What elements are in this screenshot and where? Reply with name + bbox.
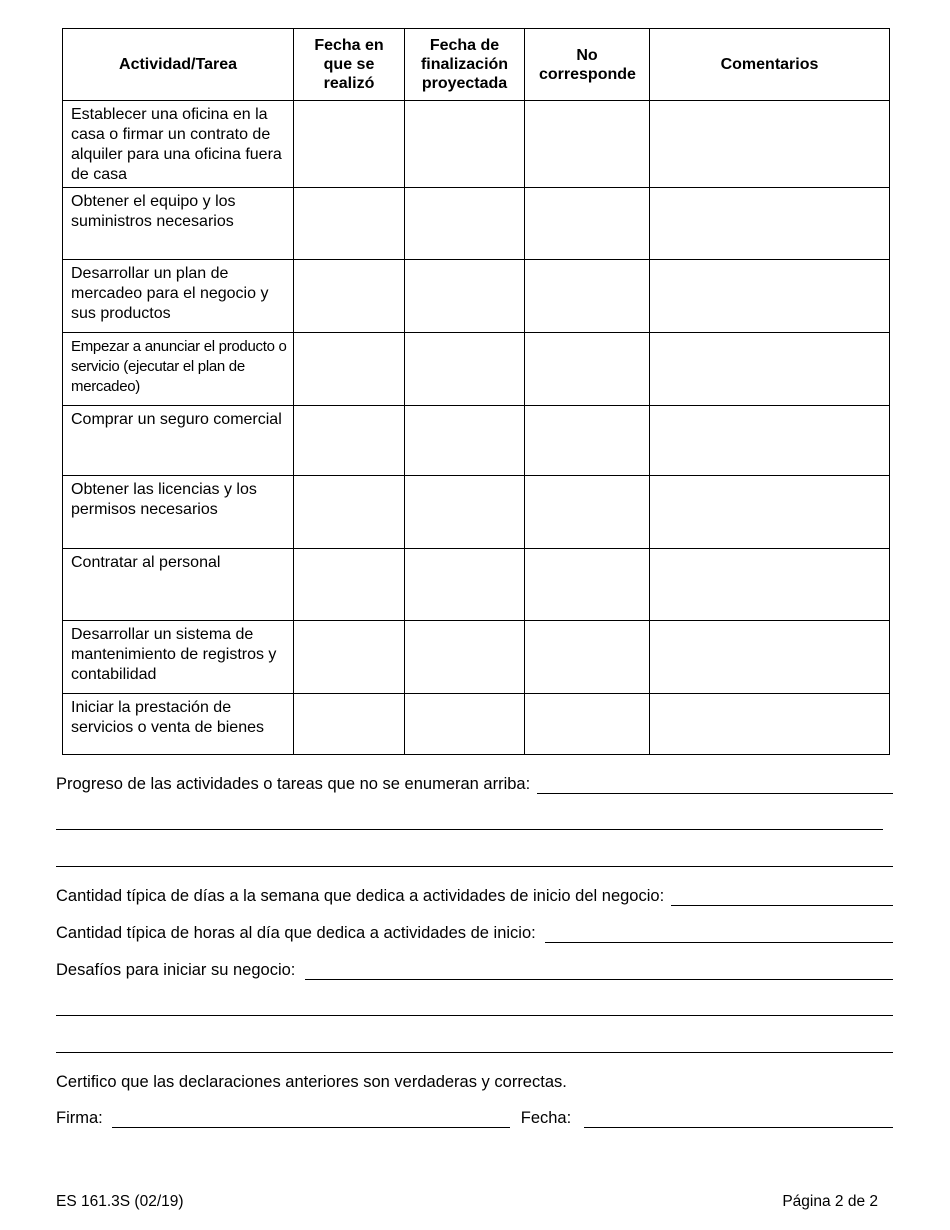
form-number: ES 161.3S (02/19): [56, 1193, 184, 1210]
table-row: [63, 188, 890, 260]
not-applicable-cell[interactable]: [525, 549, 650, 621]
not-applicable-cell[interactable]: [525, 406, 650, 476]
task-cell: Iniciar la prestación de servicios o venta de bienes: [63, 694, 294, 755]
comments-cell[interactable]: [650, 260, 890, 333]
table-row: [63, 694, 890, 755]
challenges-label: Desafíos para iniciar su negocio:: [56, 961, 296, 979]
hours-field[interactable]: [545, 925, 893, 943]
date-done-cell[interactable]: [294, 406, 405, 476]
projected-date-cell[interactable]: [405, 188, 525, 260]
header-not-applicable: No corresponde: [525, 29, 650, 101]
not-applicable-cell[interactable]: [525, 260, 650, 333]
challenges-line-2[interactable]: [56, 1015, 893, 1016]
date-done-cell[interactable]: [294, 101, 405, 188]
projected-date-cell[interactable]: [405, 101, 525, 188]
table-row: [63, 101, 890, 188]
signature-row: [56, 1108, 893, 1128]
progress-field[interactable]: [537, 776, 893, 794]
header-date-done: Fecha en que se realizó: [294, 29, 405, 101]
challenges-field[interactable]: [305, 962, 893, 980]
task-cell: Contratar al personal: [63, 549, 294, 621]
challenges-row: [56, 960, 893, 980]
task-cell: Obtener el equipo y los suministros necesarios: [63, 188, 294, 260]
activity-table: [62, 28, 890, 755]
progress-line-3[interactable]: [56, 866, 893, 867]
comments-cell[interactable]: [650, 188, 890, 260]
task-cell: Obtener las licencias y los permisos necesarios: [63, 476, 294, 549]
table-row: [63, 476, 890, 549]
header-activity: Actividad/Tarea: [63, 29, 294, 101]
progress-label: Progreso de las actividades o tareas que no se enumeran arriba:: [56, 775, 531, 793]
comments-cell[interactable]: [650, 694, 890, 755]
days-row: [56, 886, 893, 906]
days-label: Cantidad típica de días a la semana que dedica a actividades de inicio del negocio:: [56, 887, 665, 905]
progress-line-2[interactable]: [56, 829, 883, 830]
comments-cell[interactable]: [650, 333, 890, 406]
projected-date-cell[interactable]: [405, 333, 525, 406]
task-cell: Desarrollar un sistema de mantenimiento de registros y contabilidad: [63, 621, 294, 694]
table-row: [63, 621, 890, 694]
date-field[interactable]: [584, 1110, 893, 1128]
not-applicable-cell[interactable]: [525, 333, 650, 406]
comments-cell[interactable]: [650, 476, 890, 549]
header-comments: Comentarios: [650, 29, 890, 101]
days-field[interactable]: [671, 888, 893, 906]
projected-date-cell[interactable]: [405, 476, 525, 549]
page-number: Página 2 de 2: [782, 1193, 878, 1210]
signature-field[interactable]: [112, 1110, 510, 1128]
table-row: [63, 549, 890, 621]
not-applicable-cell[interactable]: [525, 188, 650, 260]
progress-row: [56, 774, 893, 794]
projected-date-cell[interactable]: [405, 621, 525, 694]
date-done-cell[interactable]: [294, 549, 405, 621]
projected-date-cell[interactable]: [405, 260, 525, 333]
table-row: [63, 406, 890, 476]
table-row: [63, 333, 890, 406]
date-done-cell[interactable]: [294, 694, 405, 755]
table-row: [63, 260, 890, 333]
comments-cell[interactable]: [650, 406, 890, 476]
hours-label: Cantidad típica de horas al día que dedica a actividades de inicio:: [56, 924, 536, 942]
task-cell: Desarrollar un plan de mercadeo para el negocio y sus productos: [63, 260, 294, 333]
projected-date-cell[interactable]: [405, 694, 525, 755]
certification-text: Certifico que las declaraciones anteriores son verdaderas y correctas.: [56, 1073, 567, 1091]
signature-label: Firma:: [56, 1109, 103, 1127]
table-header-row: [63, 29, 890, 101]
projected-date-cell[interactable]: [405, 549, 525, 621]
hours-row: [56, 923, 893, 943]
date-done-cell[interactable]: [294, 260, 405, 333]
task-cell: Empezar a anunciar el producto o servicio (ejecutar el plan de mercadeo): [63, 333, 294, 406]
date-done-cell[interactable]: [294, 333, 405, 406]
task-cell: Comprar un seguro comercial: [63, 406, 294, 476]
not-applicable-cell[interactable]: [525, 694, 650, 755]
date-done-cell[interactable]: [294, 188, 405, 260]
header-projected-date: Fecha de finalización proyectada: [405, 29, 525, 101]
challenges-line-3[interactable]: [56, 1052, 893, 1053]
comments-cell[interactable]: [650, 101, 890, 188]
task-cell: Establecer una oficina en la casa o firmar un contrato de alquiler para una oficina fuera de casa: [63, 101, 294, 188]
not-applicable-cell[interactable]: [525, 621, 650, 694]
comments-cell[interactable]: [650, 549, 890, 621]
date-label: Fecha:: [520, 1109, 572, 1127]
not-applicable-cell[interactable]: [525, 101, 650, 188]
not-applicable-cell[interactable]: [525, 476, 650, 549]
date-done-cell[interactable]: [294, 621, 405, 694]
date-done-cell[interactable]: [294, 476, 405, 549]
comments-cell[interactable]: [650, 621, 890, 694]
projected-date-cell[interactable]: [405, 406, 525, 476]
